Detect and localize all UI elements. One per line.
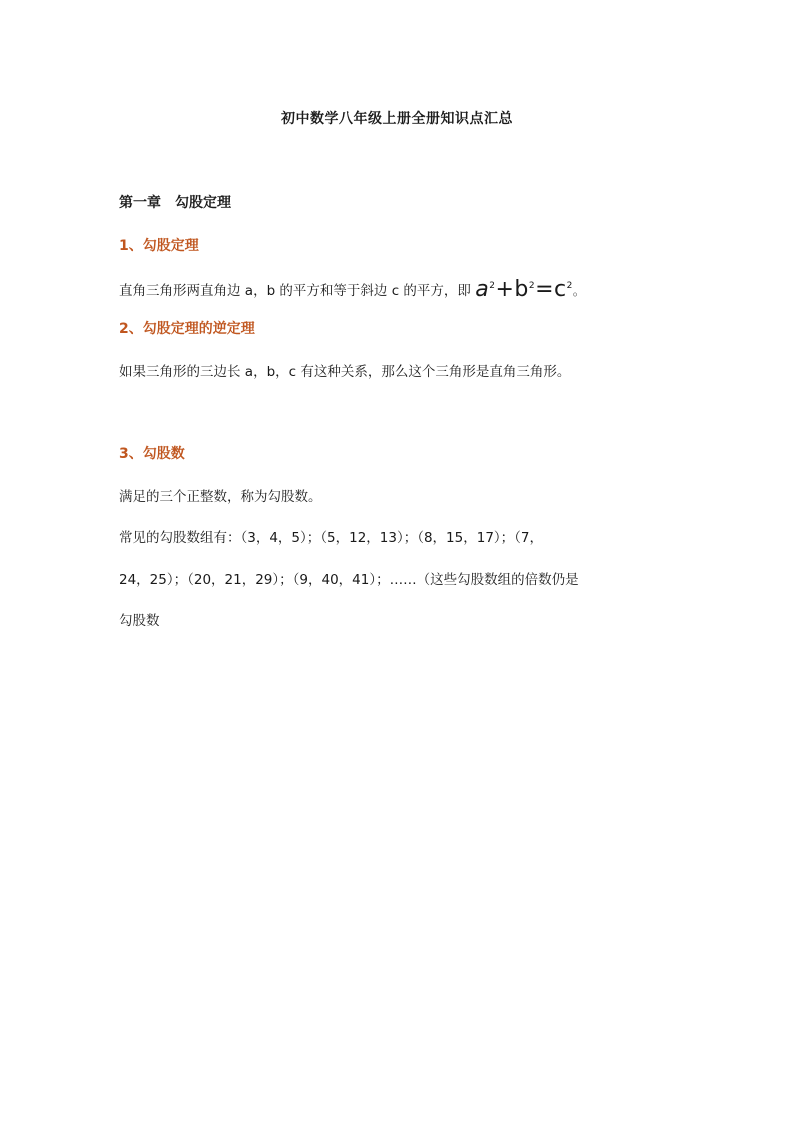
- paragraph-line: 24，25）；（20，21，29）；（9，40，41）；……（这些勾股数组的倍数仍是: [119, 572, 579, 588]
- chapter-title: 第一章 勾股定理: [119, 195, 231, 211]
- section-heading-pythagorean-theorem: 1、勾股定理: [119, 238, 199, 254]
- paragraph-line: 勾股数: [119, 613, 160, 629]
- section-heading-pythagorean-triples: 3、勾股数: [119, 446, 185, 462]
- paragraph-line: 常见的勾股数组有：（3，4，5）；（5，12，13）；（8，15，17）；（7，: [119, 530, 543, 546]
- section-text-converse-theorem: 如果三角形的三边长 a，b，c 有这种关系，那么这个三角形是直角三角形。: [119, 364, 571, 380]
- paragraph-line: 满足的三个正整数，称为勾股数。: [119, 489, 322, 505]
- pythagorean-formula: $a^2+b^2=c^2$: [475, 277, 573, 302]
- section-text-pythagorean-theorem: 直角三角形两直角边 a，b 的平方和等于斜边 c 的平方，即 $a^2+b^2=c^2$。: [119, 277, 585, 302]
- document-title: 初中数学八年级上册全册知识点汇总: [281, 111, 513, 127]
- theorem-statement: 直角三角形两直角边 a，b 的平方和等于斜边 c 的平方，即: [119, 283, 476, 299]
- section-heading-converse-theorem: 2、勾股定理的逆定理: [119, 321, 255, 337]
